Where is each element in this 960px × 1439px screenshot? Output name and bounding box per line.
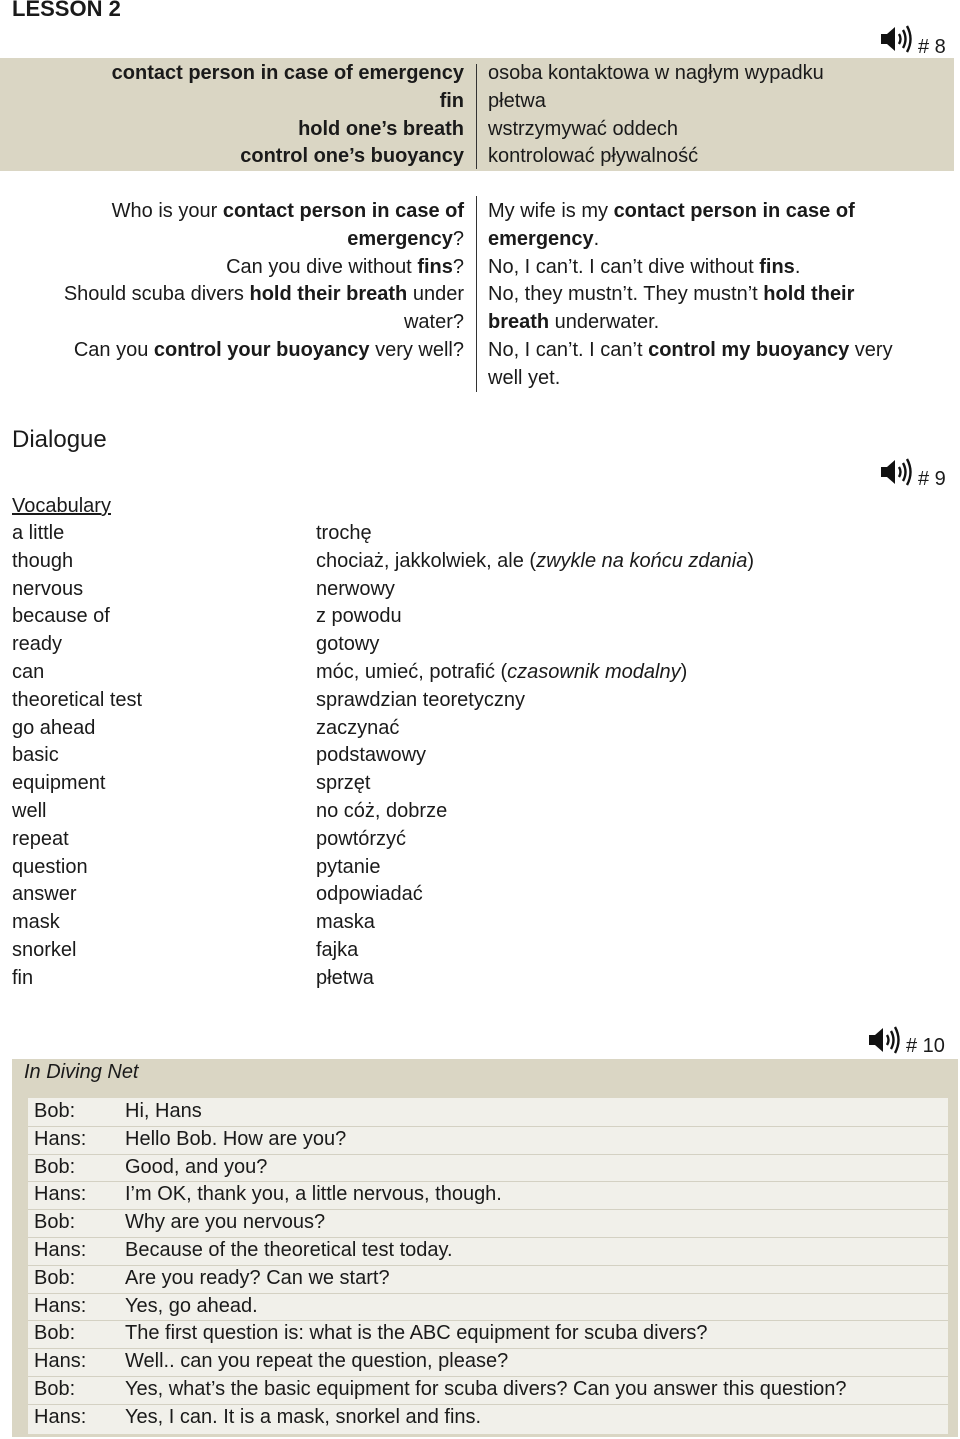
vocab-pl: zaczynać (316, 716, 400, 739)
speaker-name: Hans: (34, 1405, 87, 1428)
answer-2: No, I can’t. I can’t dive without fins. (488, 255, 801, 278)
vocabulary-pl-column (316, 520, 754, 993)
vocab-pl: chociaż, jakkolwiek, ale (zwykle na końcu zdania) (316, 549, 754, 572)
vocab-pl: gotowy (316, 633, 380, 656)
vocab-pl-list-8 (488, 60, 928, 171)
vocab-pl: kontrolować pływalność (488, 145, 699, 168)
vocab-pl: fajka (316, 938, 359, 961)
track-number-8: # 8 (918, 36, 946, 58)
answer-3: No, they mustn’t. They mustn’t hold their (488, 283, 855, 306)
speaker-name: Bob: (34, 1211, 76, 1234)
dialogue-line (28, 1293, 948, 1322)
dialogue-text: The first question is: what is the ABC equipment for scuba divers? (125, 1322, 708, 1345)
dialogue-text: Yes, I can. It is a mask, snorkel and fins. (125, 1405, 482, 1428)
dialogue-text: Yes, what’s the basic equipment for scuba divers? Can you answer this question? (125, 1378, 847, 1400)
vocab-pl: maska (316, 911, 375, 934)
dialogue-line (28, 1320, 948, 1349)
vocab-en: ready (12, 633, 63, 656)
dialogue-text: Good, and you? (125, 1155, 268, 1178)
speaker-name: Bob: (34, 1155, 76, 1178)
dialogue-line (28, 1376, 948, 1405)
vocab-en: question (12, 855, 88, 878)
vocab-en: go ahead (12, 716, 96, 739)
column-divider (476, 196, 477, 392)
vocab-pl: odpowiadać (316, 883, 423, 906)
speaker-name: Hans: (34, 1350, 87, 1373)
vocab-en: a little (12, 522, 65, 544)
dialogue-line (28, 1154, 948, 1183)
answer-1-cont: emergency. (488, 227, 600, 250)
dialogue-text: I’m OK, thank you, a little nervous, though. (125, 1183, 502, 1206)
dialogue-line (28, 1237, 948, 1266)
question-3-cont: water? (403, 311, 464, 334)
vocab-pl: móc, umieć, potrafić (czasownik modalny) (316, 660, 688, 683)
vocab-en: fin (12, 966, 34, 989)
vocab-en: can (12, 660, 45, 683)
dialogue-title: In Diving Net (24, 1061, 139, 1083)
vocab-pl: sprzęt (316, 772, 371, 795)
vocab-en: fin (439, 89, 464, 112)
vocab-en: basic (12, 744, 59, 767)
dialogue-line (28, 1098, 948, 1127)
vocab-en: snorkel (12, 938, 77, 961)
vocab-en: because of (12, 605, 110, 628)
dialogue-text: Are you ready? Can we start? (125, 1266, 390, 1289)
dialogue-line (28, 1404, 948, 1432)
vocab-pl: z powodu (316, 605, 402, 628)
vocab-pl: trochę (316, 522, 372, 544)
dialogue-text: Hello Bob. How are you? (125, 1127, 347, 1150)
answer-3-cont: breath underwater. (488, 311, 660, 334)
speaker-name: Hans: (34, 1183, 87, 1206)
column-divider (476, 64, 477, 169)
speaker-name: Bob: (34, 1378, 76, 1400)
dialogue-line (28, 1181, 948, 1210)
question-2: Can you dive without fins? (226, 255, 464, 278)
dialogue-text: Hi, Hans (125, 1100, 202, 1122)
dialogue-line (28, 1265, 948, 1294)
dialogue-lines (28, 1098, 948, 1434)
dialogue-heading: Dialogue (12, 426, 107, 453)
speaker-name: Hans: (34, 1294, 87, 1317)
vocab-en: contact person in case of emergency (111, 62, 464, 84)
speaker-name: Hans: (34, 1127, 87, 1150)
lesson-title: LESSON 2 (12, 0, 121, 21)
vocab-pl: płetwa (316, 966, 374, 989)
speaker-icon[interactable] (880, 25, 916, 53)
vocab-en-list-8 (12, 60, 464, 171)
vocab-en: mask (12, 911, 60, 934)
dialogue-text: Yes, go ahead. (125, 1294, 258, 1317)
speaker-name: Bob: (34, 1266, 76, 1289)
track-number-9: # 9 (918, 468, 946, 490)
vocab-en: control one’s buoyancy (240, 145, 464, 168)
question-3: Should scuba divers hold their breath under (63, 283, 464, 306)
vocab-pl: powtórzyć (316, 827, 407, 850)
dialogue-line (28, 1126, 948, 1155)
speaker-name: Bob: (34, 1322, 76, 1345)
speaker-icon[interactable] (880, 458, 916, 486)
dialogue-text: Why are you nervous? (125, 1211, 326, 1234)
vocab-pl: podstawowy (316, 744, 427, 767)
vocab-en: equipment (12, 772, 106, 795)
speaker-icon[interactable] (868, 1026, 904, 1054)
vocab-en: well (12, 799, 47, 822)
speaker-name: Hans: (34, 1239, 87, 1261)
example-answers (488, 198, 928, 393)
vocab-pl: sprawdzian teoretyczny (316, 688, 525, 711)
dialogue-text: Well.. can you repeat the question, please? (125, 1350, 509, 1373)
vocab-en: theoretical test (12, 688, 143, 711)
vocab-en: though (12, 549, 74, 572)
question-4: Can you control your buoyancy very well? (73, 338, 464, 361)
vocabulary-en-column (12, 520, 142, 993)
vocab-en: repeat (12, 827, 69, 850)
dialogue-line (28, 1209, 948, 1238)
vocab-en: hold one’s breath (298, 117, 464, 140)
vocab-pl: no cóż, dobrze (316, 799, 448, 822)
example-questions (12, 198, 464, 365)
dialogue-text: Because of the theoretical test today. (125, 1239, 453, 1261)
vocab-pl: pytanie (316, 855, 381, 878)
answer-1: My wife is my contact person in case of (488, 200, 855, 222)
vocab-pl: nerwowy (316, 577, 395, 600)
vocab-pl: wstrzymywać oddech (488, 117, 679, 140)
track-number-10: # 10 (906, 1035, 945, 1057)
vocab-pl: płetwa (488, 89, 546, 112)
dialogue-line (28, 1348, 948, 1377)
vocabulary-title: Vocabulary (12, 495, 111, 517)
speaker-name: Bob: (34, 1100, 76, 1122)
vocab-en: nervous (12, 577, 84, 600)
answer-4: No, I can’t. I can’t control my buoyancy very (488, 338, 893, 361)
vocab-en: answer (12, 883, 77, 906)
question-1-cont: emergency? (347, 227, 464, 250)
vocab-pl: osoba kontaktowa w nagłym wypadku (488, 62, 824, 84)
question-1: Who is your contact person in case of (111, 200, 464, 222)
answer-4-cont: well yet. (488, 366, 561, 389)
